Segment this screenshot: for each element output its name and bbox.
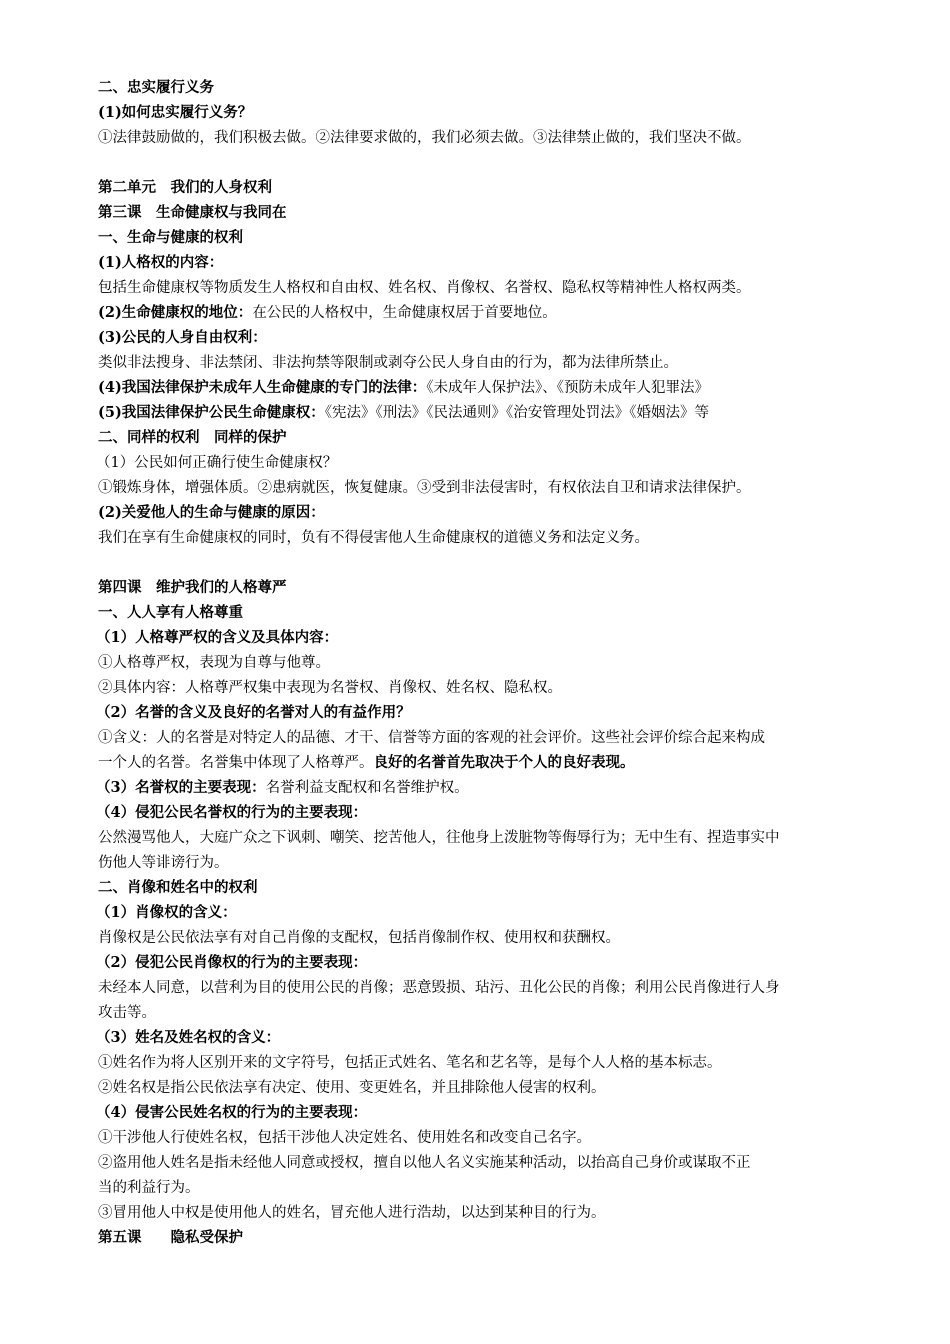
question-heading: （1）人格尊严权的含义及具体内容： (96, 629, 339, 646)
section-heading: 一、人人享有人格尊重 (98, 604, 243, 621)
unit-title: 第二单元 我们的人身权利 (98, 179, 272, 196)
paragraph: 肖像权是公民依法享有对自己肖像的支配权，包括肖像制作权、使用权和获酬权。 (98, 930, 620, 946)
paragraph: 公然漫骂他人，大庭广众之下讽刺、嘲笑、挖苦他人，往他身上泼脏物等侮辱行为；无中生有、捏造事实中 (98, 830, 780, 846)
section-heading: 一、生命与健康的权利 (98, 229, 243, 246)
section-heading: 二、同样的权利 同样的保护 (98, 429, 287, 446)
lesson-title: 第三课 生命健康权与我同在 (98, 204, 287, 221)
lesson-title: 第五课 隐私受保护 (98, 1229, 243, 1246)
paragraph: ②姓名权是指公民依法享有决定、使用、变更姓名，并且排除他人侵害的权利。 (98, 1080, 606, 1096)
inline-heading: （3）名誉权的主要表现： (96, 779, 266, 796)
paragraph: ①锻炼身体，增强体质。②患病就医，恢复健康。③受到非法侵害时，有权依法自卫和请求法律保护。 (98, 480, 751, 496)
paragraph (98, 401, 868, 425)
section-heading: 二、忠实履行义务 (98, 79, 214, 96)
paragraph (98, 301, 868, 325)
question-heading: (2)关爱他人的生命与健康的原因： (98, 504, 325, 521)
paragraph: ①姓名作为将人区别开来的文字符号，包括正式姓名、笔名和艺名等，是每个人人格的基本标志。 (98, 1055, 722, 1071)
paragraph: 攻击等。 (98, 1005, 156, 1021)
question-heading: （4）侵害公民姓名权的行为的主要表现： (96, 1104, 368, 1121)
paragraph: 类似非法搜身、非法禁闭、非法拘禁等限制或剥夺公民人身自由的行为，都为法律所禁止。 (98, 355, 678, 371)
section-heading: 二、肖像和姓名中的权利 (98, 879, 258, 896)
paragraph (96, 776, 866, 800)
paragraph: 未经本人同意，以营利为目的使用公民的肖像；恶意毁损、玷污、丑化公民的肖像；利用公民肖像进行人身 (98, 980, 780, 996)
inline-text: 名誉利益支配权和名誉维护权。 (265, 780, 469, 796)
inline-heading: (5)我国法律保护公民生命健康权： (98, 404, 325, 421)
paragraph: 我们在享有生命健康权的同时，负有不得侵害他人生命健康权的道德义务和法定义务。 (98, 530, 649, 546)
inline-emphasis: 良好的名誉首先取决于个人的良好表现。 (373, 754, 635, 771)
inline-text: 一个人的名誉。名誉集中体现了人格尊严。 (98, 755, 374, 771)
paragraph (98, 376, 868, 400)
paragraph: 伤他人等诽谤行为。 (98, 855, 229, 871)
question-heading: （3）姓名及姓名权的含义： (96, 1029, 281, 1046)
question-heading: (1)人格权的内容： (98, 254, 224, 271)
question-heading: (3)公民的人身自由权利： (98, 329, 267, 346)
paragraph: ①法律鼓励做的，我们积极去做。②法律要求做的，我们必须去做。③法律禁止做的，我们坚决不做。 (98, 130, 751, 146)
question-heading: （1）公民如何正确行使生命健康权？ (96, 455, 338, 471)
inline-text: 在公民的人格权中，生命健康权居于首要地位。 (252, 305, 557, 321)
question-heading: （4）侵犯公民名誉权的行为的主要表现： (96, 804, 368, 821)
paragraph: ①含义：人的名誉是对特定人的品德、才干、信誉等方面的客观的社会评价。这些社会评价综合起来构成 (98, 730, 765, 746)
question-heading: （1）肖像权的含义： (96, 904, 237, 921)
inline-text: 《未成年人保护法》、《预防未成年人犯罪法》 (426, 380, 710, 396)
paragraph: ①干涉他人行使姓名权，包括干涉他人决定姓名、使用姓名和改变自己名字。 (98, 1130, 591, 1146)
paragraph (98, 751, 868, 775)
paragraph: 包括生命健康权等物质发生人格权和自由权、姓名权、肖像权、名誉权、隐私权等精神性人格权两类。 (98, 280, 751, 296)
paragraph: ③冒用他人中权是使用他人的姓名，冒充他人进行浩劫，以达到某种目的行为。 (98, 1205, 606, 1221)
question-heading: (1)如何忠实履行义务？ (98, 104, 253, 121)
inline-heading: (2)生命健康权的地位： (98, 304, 253, 321)
paragraph: ②盗用他人姓名是指未经他人同意或授权，擅自以他人名义实施某种活动，以抬高自己身价或谋取不正 (98, 1155, 751, 1171)
question-heading: （2）名誉的含义及良好的名誉对人的有益作用？ (96, 704, 411, 721)
inline-text: 《宪法》《刑法》《民法通则》《治安管理处罚法》《婚姻法》等 (324, 405, 710, 421)
paragraph: ①人格尊严权，表现为自尊与他尊。 (98, 655, 330, 671)
paragraph: 当的利益行为。 (98, 1180, 200, 1196)
paragraph: ②具体内容：人格尊严权集中表现为名誉权、肖像权、姓名权、隐私权。 (98, 680, 562, 696)
inline-heading: (4)我国法律保护未成年人生命健康的专门的法律： (98, 379, 427, 396)
lesson-title: 第四课 维护我们的人格尊严 (98, 579, 287, 596)
question-heading: （2）侵犯公民肖像权的行为的主要表现： (96, 954, 368, 971)
